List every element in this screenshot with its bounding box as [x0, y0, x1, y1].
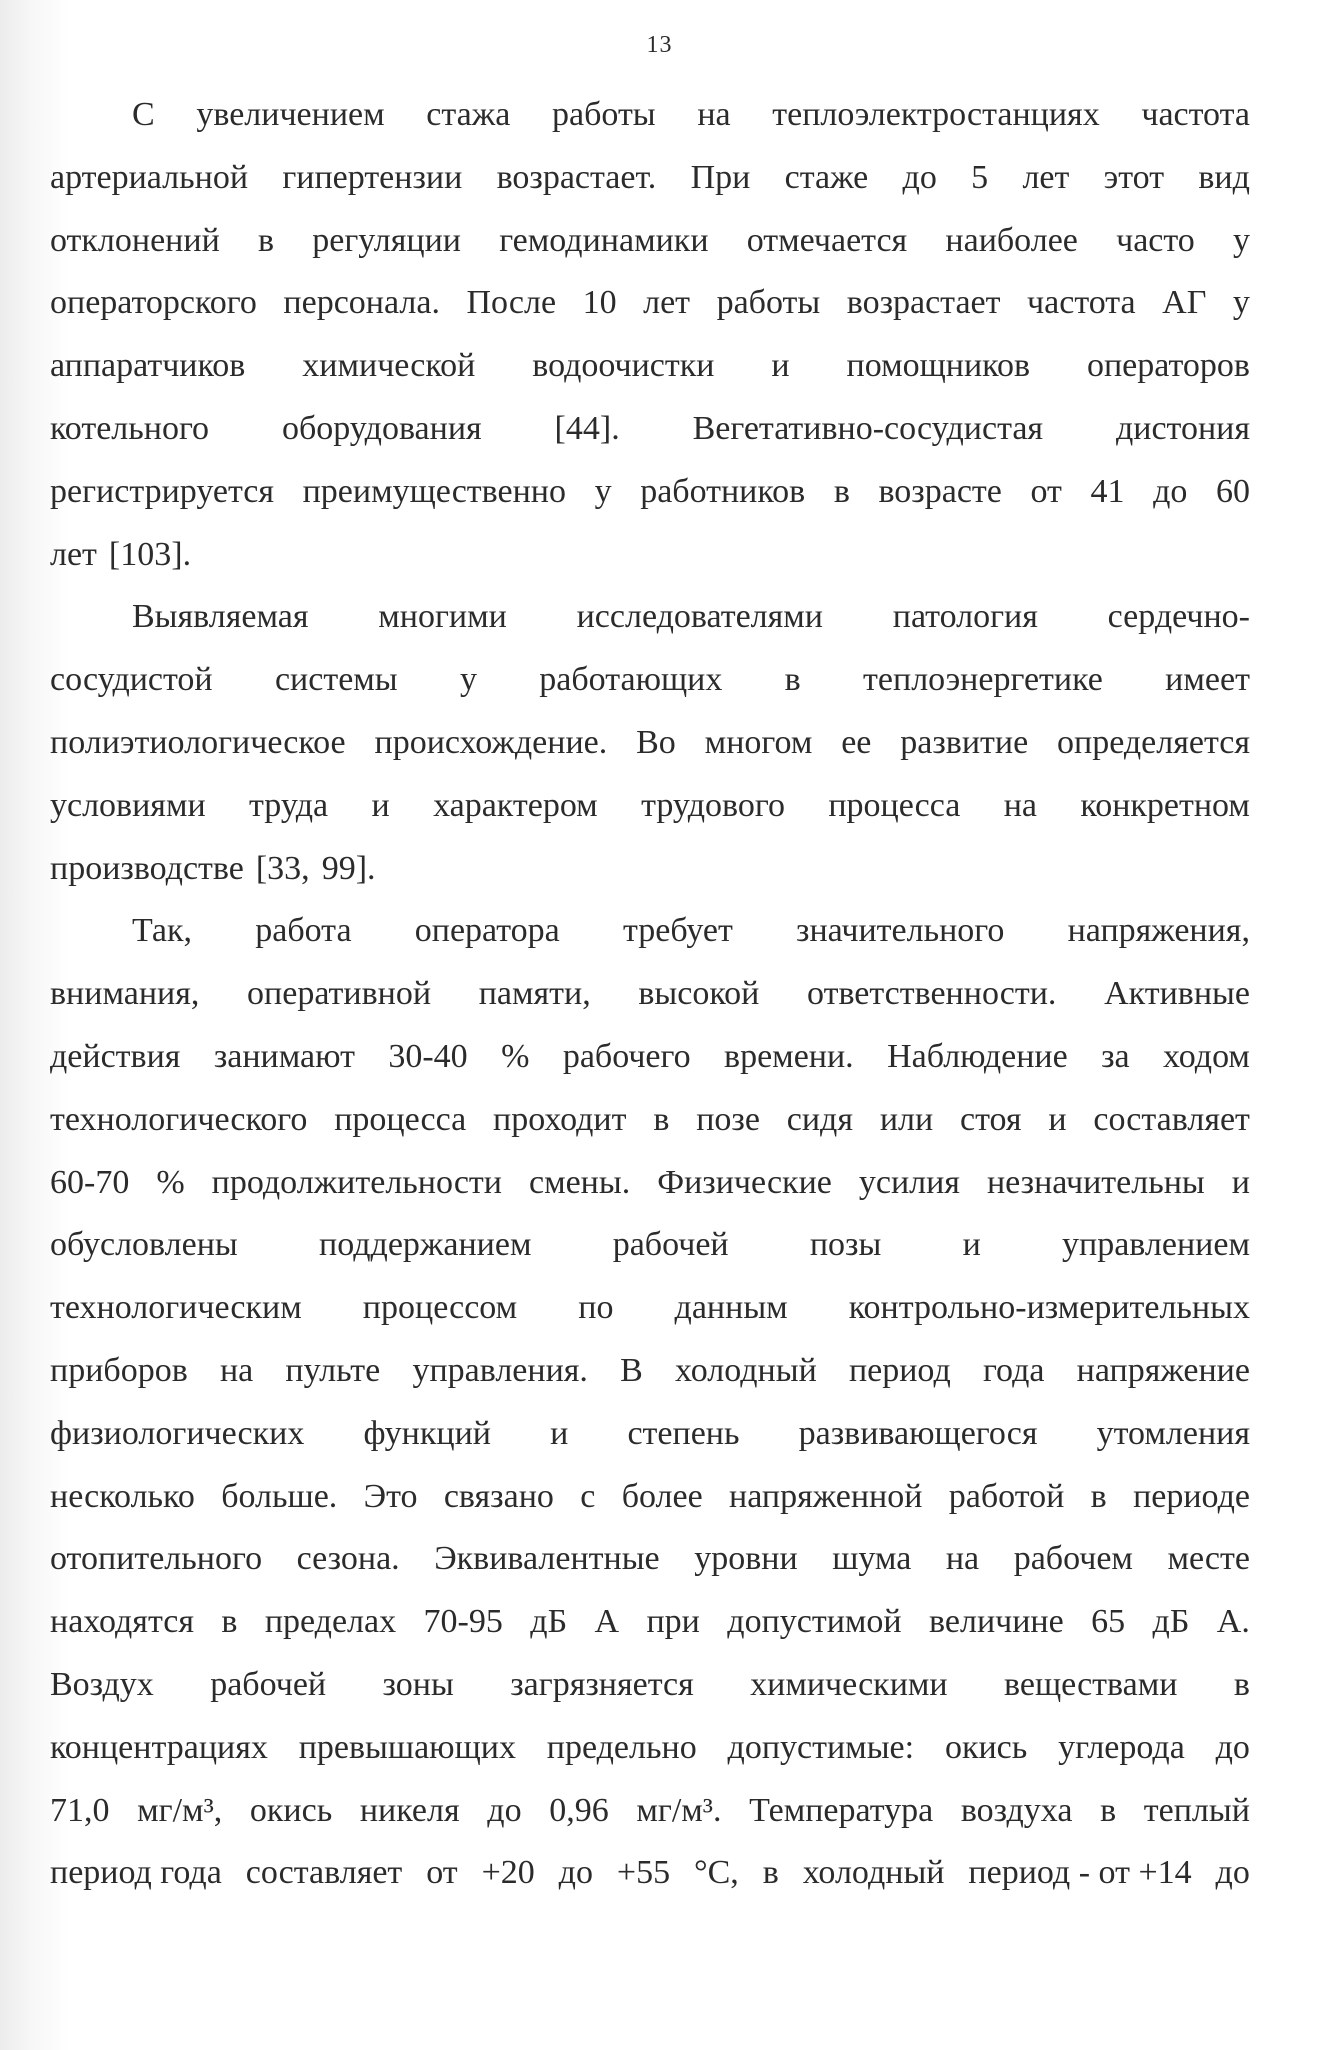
word: Физические [657, 1163, 832, 1201]
word: исследователями [576, 598, 823, 636]
word: регистрируется [50, 472, 274, 510]
word: пределах [264, 1603, 397, 1641]
word: до [902, 158, 937, 196]
word: лет [50, 535, 97, 573]
word: внимания, [50, 975, 200, 1013]
word: управлением [1062, 1226, 1250, 1264]
text-line [50, 84, 1250, 147]
word: у [1233, 221, 1250, 259]
text-line [50, 1780, 1250, 1843]
word: рабочем [1013, 1540, 1133, 1578]
word: часто [1116, 221, 1195, 259]
word: 60-70 [50, 1163, 130, 1201]
word: физиологических [50, 1414, 305, 1452]
word: многими [378, 598, 507, 636]
word: При [690, 158, 751, 196]
word: в [221, 1603, 238, 1641]
word: определяется [1057, 723, 1250, 761]
text-line [50, 1277, 1250, 1340]
word: по [578, 1289, 614, 1327]
text-line [50, 1214, 1250, 1277]
word: увеличением [196, 96, 385, 133]
word: до [558, 1854, 593, 1892]
word: сидя [786, 1100, 853, 1138]
word: до [1215, 1728, 1250, 1766]
word: приборов [50, 1351, 188, 1389]
word: преимущественно [302, 472, 566, 510]
word: в [762, 1854, 779, 1892]
body-text [50, 84, 1250, 1905]
word: артериальной [50, 158, 249, 196]
word: °С, [694, 1854, 739, 1892]
word: операторского [50, 284, 257, 322]
word: работы [716, 284, 821, 322]
word: до [1215, 1854, 1250, 1892]
word: системы [274, 661, 398, 699]
word: отопительного [50, 1540, 263, 1578]
word: стажа [426, 96, 511, 133]
word: оборудования [281, 409, 482, 447]
word: развитие [900, 723, 1029, 761]
word: аппаратчиков [50, 347, 246, 385]
word: предельно [546, 1728, 697, 1766]
word: технологического [50, 1100, 308, 1138]
word: рабочей [612, 1226, 729, 1264]
page-number: 13 [646, 32, 673, 58]
word: работающих [539, 661, 723, 699]
word: и [1231, 1163, 1250, 1201]
word: патология [892, 598, 1038, 636]
word: продолжительности [211, 1163, 502, 1201]
word: процессом [362, 1289, 518, 1327]
word: и [771, 347, 790, 385]
word: до [487, 1791, 522, 1829]
word: происхождение. [374, 723, 608, 761]
word: 30-40 [388, 1037, 468, 1075]
word: полиэтиологическое [50, 723, 346, 761]
word: работников [640, 472, 806, 510]
word: требует [622, 912, 733, 950]
word: и [1048, 1100, 1067, 1138]
word: Наблюдение [887, 1037, 1068, 1075]
word: +20 [481, 1854, 535, 1892]
word: пульте [285, 1351, 381, 1389]
word: После [466, 284, 557, 322]
word: составляет [245, 1854, 403, 1892]
word: в [784, 661, 801, 699]
word: 99]. [321, 849, 376, 887]
word: мг/м³, [137, 1791, 223, 1829]
word: производстве [50, 849, 244, 887]
word: ходом [1163, 1037, 1250, 1075]
word: окись [944, 1728, 1028, 1766]
word: в [257, 221, 275, 259]
word: 60 [1215, 472, 1250, 510]
word: шума [832, 1540, 912, 1578]
word: период - от +14 [968, 1854, 1192, 1892]
text-line [50, 1152, 1250, 1215]
word: теплоэлектростанциях [772, 96, 1100, 133]
word: памяти, [478, 975, 591, 1013]
word: занимают [213, 1037, 355, 1075]
word: у [1232, 284, 1250, 322]
word: условиями [50, 786, 206, 824]
word: величине [929, 1603, 1064, 1641]
word: котельного [50, 409, 210, 447]
word: на [945, 1540, 980, 1578]
word: степень [627, 1414, 740, 1452]
word: от [426, 1854, 458, 1892]
word: стоя [960, 1100, 1022, 1138]
word: и [962, 1226, 981, 1264]
word: Активные [1104, 975, 1250, 1013]
word: никеля [359, 1791, 460, 1829]
word: процесса [334, 1100, 467, 1138]
word: на [697, 96, 731, 133]
word: операторов [1086, 347, 1250, 385]
word: многом [704, 723, 813, 761]
word: процесса [828, 786, 961, 824]
word: позы [809, 1226, 882, 1264]
word: у [459, 661, 477, 699]
word: на [1003, 786, 1038, 824]
word: холодный [674, 1351, 817, 1389]
text-line [50, 838, 1250, 901]
word: [44]. [554, 409, 620, 447]
word: поддержанием [319, 1226, 532, 1264]
text-line [50, 586, 1250, 649]
word: помощников [846, 347, 1031, 385]
word: лет [1022, 158, 1070, 196]
word: несколько [50, 1477, 195, 1515]
word: 71,0 [50, 1791, 110, 1829]
word: отмечается [746, 221, 908, 259]
word: высокой [638, 975, 760, 1013]
word: утомления [1096, 1414, 1250, 1452]
word: значительного [796, 912, 1005, 950]
word: трудового [641, 786, 785, 824]
text-line [50, 775, 1250, 838]
text-line [50, 1340, 1250, 1403]
word: веществами [1004, 1665, 1178, 1703]
word: обусловлены [50, 1226, 238, 1264]
word: возрастает. [496, 158, 657, 196]
word: в [1233, 1665, 1250, 1703]
word: Во [636, 723, 676, 761]
word: 5 [971, 158, 989, 196]
word: в [653, 1100, 670, 1138]
word: труда [249, 786, 329, 824]
word: уровни [694, 1540, 798, 1578]
word: у [594, 472, 612, 510]
word: АГ [1162, 284, 1207, 322]
text-line [50, 712, 1250, 775]
text-line [50, 461, 1250, 524]
word: ее [841, 723, 872, 761]
word: [33, [255, 849, 310, 887]
word: сердечно- [1107, 598, 1250, 636]
word: допустимой [727, 1603, 902, 1641]
word: этот [1103, 158, 1165, 196]
word: гемодинамики [499, 221, 709, 259]
text-line [50, 210, 1250, 273]
word: сезона. [296, 1540, 400, 1578]
text-line [50, 1528, 1250, 1591]
word: Это [363, 1477, 418, 1515]
word: углерода [1058, 1728, 1185, 1766]
word: Выявляемая [132, 598, 309, 636]
word: от [1030, 472, 1062, 510]
word: Вегетативно-сосудистая [692, 409, 1044, 447]
word: 0,96 [549, 1791, 609, 1829]
word: смены. [528, 1163, 631, 1201]
word: до [1153, 472, 1188, 510]
word: Эквивалентные [434, 1540, 660, 1578]
word: возрасте [878, 472, 1002, 510]
word: контрольно-измерительных [848, 1289, 1250, 1327]
word: концентрациях [50, 1728, 268, 1766]
word: рабочего [562, 1037, 691, 1075]
word: развивающегося [798, 1414, 1038, 1452]
word: находятся [50, 1603, 194, 1641]
word: оперативной [247, 975, 432, 1013]
text-line [50, 1089, 1250, 1152]
word: 10 [582, 284, 617, 322]
word: больше. [221, 1477, 338, 1515]
word: или [879, 1100, 934, 1138]
word: водоочистки [532, 347, 715, 385]
word: и [371, 786, 390, 824]
word: % [156, 1163, 185, 1201]
word: в [1090, 1477, 1107, 1515]
word: характером [433, 786, 598, 824]
word: период [848, 1351, 951, 1389]
word: Так, [132, 912, 193, 950]
word: загрязняется [510, 1665, 694, 1703]
word: допустимые: [727, 1728, 915, 1766]
word: данным [674, 1289, 788, 1327]
word: составляет [1093, 1100, 1250, 1138]
word: дБ [1152, 1603, 1190, 1641]
word: периоде [1133, 1477, 1250, 1515]
text-line [50, 147, 1250, 210]
text-line [50, 1842, 1250, 1905]
word: дистония [1115, 409, 1250, 447]
word: гипертензии [282, 158, 463, 196]
text-line [50, 1466, 1250, 1529]
word: теплый [1143, 1791, 1250, 1829]
word: холодный [802, 1854, 945, 1892]
word: дБ [530, 1603, 568, 1641]
word: химическими [750, 1665, 948, 1703]
word: управления. [412, 1351, 588, 1389]
text-line [50, 649, 1250, 712]
word: на [219, 1351, 254, 1389]
word: лет [643, 284, 691, 322]
word: функций [363, 1414, 491, 1452]
word: мг/м³. [636, 1791, 722, 1829]
word: частота [1027, 284, 1136, 322]
word: технологическим [50, 1289, 302, 1327]
text-line [50, 900, 1250, 963]
word: месте [1167, 1540, 1250, 1578]
word: сосудистой [50, 661, 213, 699]
word: времени. [724, 1037, 854, 1075]
word: с [580, 1477, 596, 1515]
word: работой [948, 1477, 1065, 1515]
word: конкретном [1080, 786, 1250, 824]
word: % [501, 1037, 530, 1075]
word: А. [1216, 1603, 1250, 1641]
word: теплоэнергетике [863, 661, 1103, 699]
word: работа [255, 912, 352, 950]
word: напряжение [1076, 1351, 1250, 1389]
word: превышающих [298, 1728, 516, 1766]
word: года [982, 1351, 1045, 1389]
text-line [50, 272, 1250, 335]
word: ответственности. [807, 975, 1057, 1013]
word: 65 [1091, 1603, 1126, 1641]
word: и [550, 1414, 569, 1452]
word: незначительны [986, 1163, 1205, 1201]
word: 70-95 [423, 1603, 503, 1641]
word: более [621, 1477, 703, 1515]
word: стаже [784, 158, 869, 196]
text-line [50, 1654, 1250, 1717]
word: напряженной [729, 1477, 923, 1515]
word: проходит [493, 1100, 627, 1138]
word: 41 [1090, 472, 1125, 510]
word: в [833, 472, 850, 510]
word: окись [249, 1791, 333, 1829]
word: С [132, 96, 155, 133]
word: регуляции [312, 221, 461, 259]
text-line [50, 524, 1250, 587]
word: +55 [616, 1854, 671, 1892]
word: [103]. [108, 535, 192, 573]
text-line [50, 1403, 1250, 1466]
text-line [50, 963, 1250, 1026]
word: за [1101, 1037, 1130, 1075]
word: период года [50, 1854, 222, 1892]
word: химической [302, 347, 476, 385]
word: зоны [382, 1665, 454, 1703]
word: возрастает [846, 284, 1001, 322]
word: персонала. [283, 284, 440, 322]
word: работы [552, 96, 656, 133]
word: оператора [414, 912, 560, 950]
word: имеет [1165, 661, 1250, 699]
word: рабочей [210, 1665, 327, 1703]
word: воздуха [960, 1791, 1073, 1829]
text-line [50, 1717, 1250, 1780]
word: Воздух [50, 1665, 154, 1703]
word: при [646, 1603, 700, 1641]
word: связано [443, 1477, 554, 1515]
text-line [50, 335, 1250, 398]
word: напряжения, [1067, 912, 1250, 950]
word: отклонений [50, 221, 220, 259]
word: частота [1141, 96, 1250, 133]
word: вид [1198, 158, 1250, 196]
word: Температура [749, 1791, 934, 1829]
word: позе [696, 1100, 760, 1138]
text-line [50, 398, 1250, 461]
word: усилия [858, 1163, 960, 1201]
text-line [50, 1026, 1250, 1089]
text-line [50, 1591, 1250, 1654]
word: В [620, 1351, 643, 1389]
word: наиболее [945, 221, 1078, 259]
word: действия [50, 1037, 181, 1075]
word: А [594, 1603, 620, 1641]
word: в [1100, 1791, 1117, 1829]
